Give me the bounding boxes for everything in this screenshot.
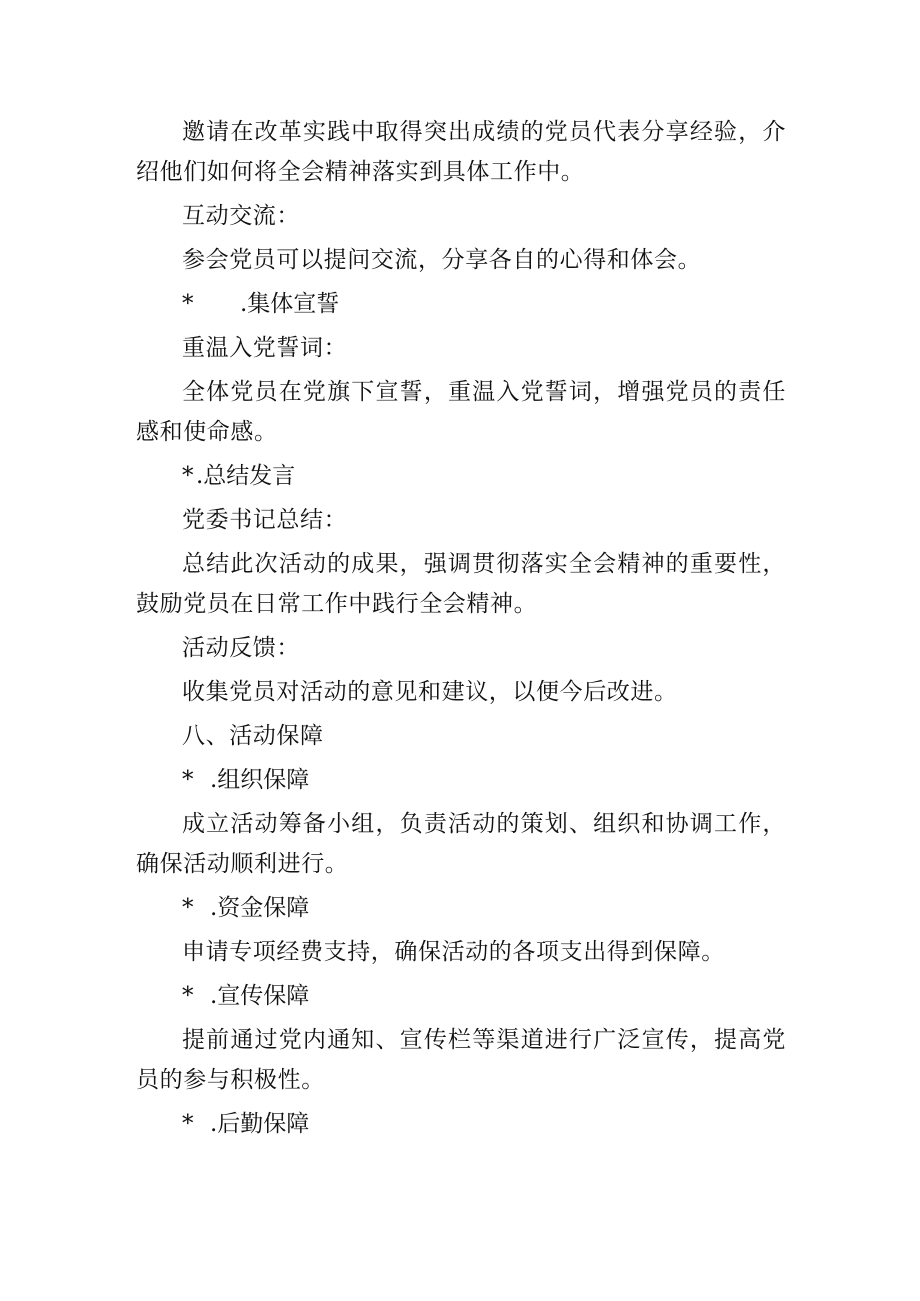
asterisk-marker: *: [182, 1111, 194, 1137]
section-item-funding: [136, 888, 786, 928]
heading-secretary-summary: 党委书记总结：: [182, 507, 348, 533]
paragraph-funding: 申请专项经费支持，确保活动的各项支出得到保障。: [182, 939, 725, 965]
section-item-oath: [136, 284, 786, 324]
asterisk-marker: *: [182, 291, 194, 317]
paragraph-organization: 成立活动筹备小组，负责活动的策划、组织和协调工作，确保活动顺利进行。: [136, 811, 786, 877]
paragraph-feedback: 收集党员对活动的意见和建议，以便今后改进。: [182, 679, 678, 705]
asterisk-marker: *: [182, 463, 194, 489]
section-item-summary: [136, 456, 786, 496]
heading-oath: 重温入党誓词：: [182, 335, 348, 361]
asterisk-marker: *: [182, 767, 194, 793]
section-item-logistics: [136, 1104, 786, 1144]
paragraph-share-experience: 邀请在改革实践中取得突出成绩的党员代表分享经验，介绍他们如何将全会精神落实到具体工作中。: [136, 119, 786, 185]
section-title: .资金保障: [210, 895, 310, 921]
heading-feedback: 活动反馈：: [182, 635, 300, 661]
section-title: .宣传保障: [210, 983, 310, 1009]
asterisk-marker: *: [182, 983, 194, 1009]
asterisk-marker: *: [182, 895, 194, 921]
paragraph-publicity: 提前通过党内通知、宣传栏等渠道进行广泛宣传，提高党员的参与积极性。: [136, 1027, 786, 1093]
document-body: [136, 112, 786, 1148]
section-item-organization: [136, 760, 786, 800]
section-title: .集体宣誓: [240, 291, 340, 317]
paragraph-oath: 全体党员在党旗下宣誓，重温入党誓词，增强党员的责任感和使命感。: [136, 379, 786, 445]
heading-interaction: 互动交流：: [182, 203, 300, 229]
heading-section-eight: 八、活动保障: [182, 723, 324, 749]
section-title: .组织保障: [210, 767, 310, 793]
section-title: .后勤保障: [210, 1111, 310, 1137]
section-item-publicity: [136, 976, 786, 1016]
paragraph-secretary-summary: 总结此次活动的成果，强调贯彻落实全会精神的重要性，鼓励党员在日常工作中践行全会精神。: [136, 551, 786, 617]
section-title: .总结发言: [196, 463, 296, 489]
paragraph-interaction: 参会党员可以提问交流，分享各自的心得和体会。: [182, 247, 702, 273]
